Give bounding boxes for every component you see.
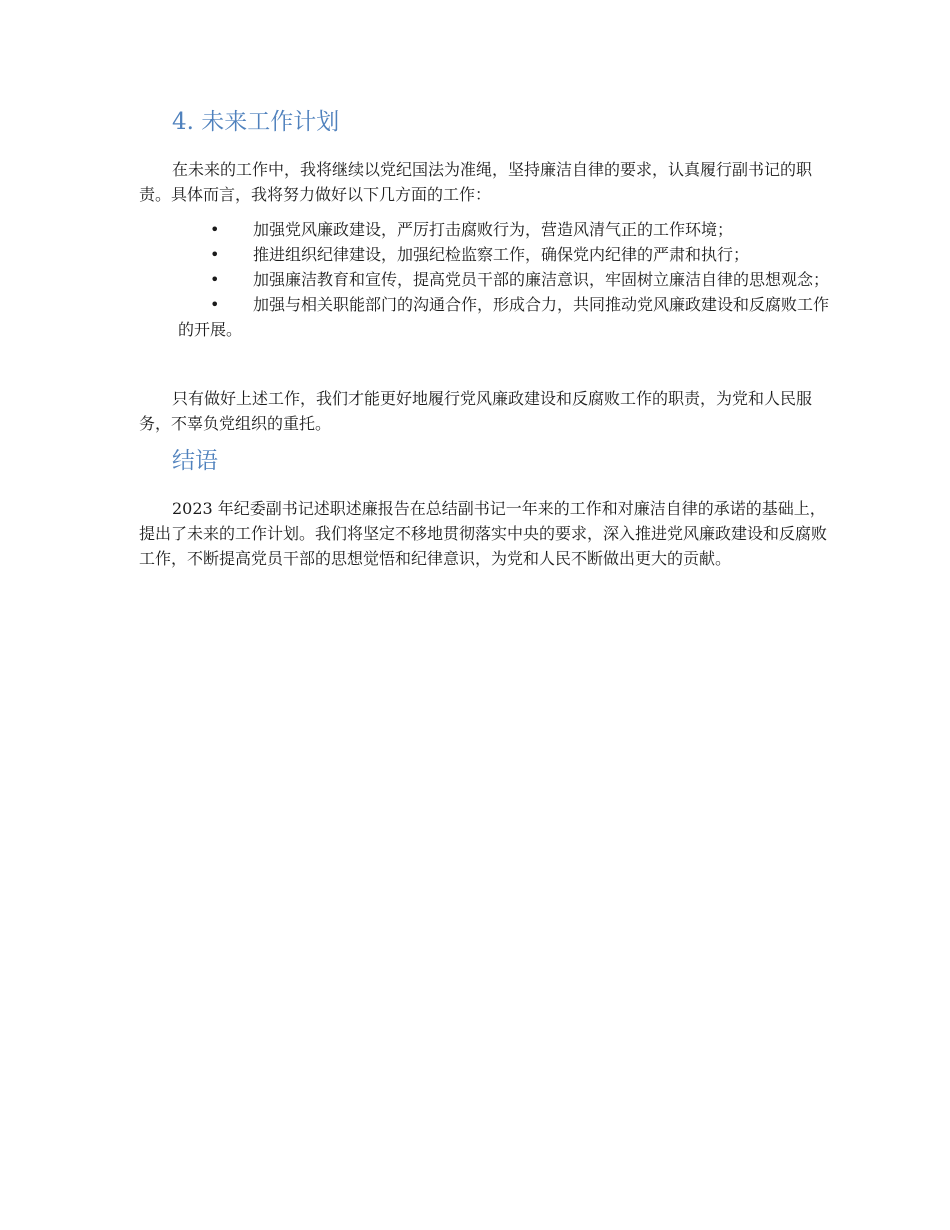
list-item bbox=[172, 242, 832, 267]
section-heading-future-plan: 4. 未来工作计划 bbox=[172, 109, 340, 135]
list-item-text: 加强与相关职能部门的沟通合作，形成合力，共同推动党风廉政建设和反腐败工作的开展。 bbox=[178, 295, 830, 339]
bullet-icon: • bbox=[210, 270, 220, 289]
future-plan-closing-paragraph: 只有做好上述工作，我们才能更好地履行党风廉政建设和反腐败工作的职责，为党和人民服务，不辜负党组织的重托。 bbox=[139, 389, 813, 433]
future-plan-bullet-list bbox=[172, 217, 832, 342]
bullet-icon: • bbox=[210, 220, 220, 239]
future-plan-intro-paragraph: 在未来的工作中，我将继续以党纪国法为准绳，坚持廉洁自律的要求，认真履行副书记的职责。具体而言，我将努力做好以下几方面的工作： bbox=[139, 160, 813, 204]
list-item bbox=[172, 292, 832, 342]
section-heading-conclusion: 结语 bbox=[172, 448, 218, 474]
list-item bbox=[172, 217, 832, 242]
bullet-icon: • bbox=[210, 245, 220, 264]
list-item-text: 推进组织纪律建设，加强纪检监察工作，确保党内纪律的严肃和执行； bbox=[253, 245, 750, 264]
list-item-text: 加强党风廉政建设，严厉打击腐败行为，营造风清气正的工作环境； bbox=[253, 220, 734, 239]
conclusion-paragraph: 2023 年纪委副书记述职述廉报告在总结副书记一年来的工作和对廉洁自律的承诺的基础上，提出了未来的工作计划。我们将坚定不移地贯彻落实中央的要求，深入推进党风廉政建设和反腐败工作，不断提高党员干部的思想觉悟和纪律意识，为党和人民不断做出更大的贡献。 bbox=[139, 499, 828, 568]
list-item bbox=[172, 267, 832, 292]
list-item-text: 加强廉洁教育和宣传，提高党员干部的廉洁意识，牢固树立廉洁自律的思想观念； bbox=[253, 270, 830, 289]
bullet-icon: • bbox=[210, 295, 220, 314]
